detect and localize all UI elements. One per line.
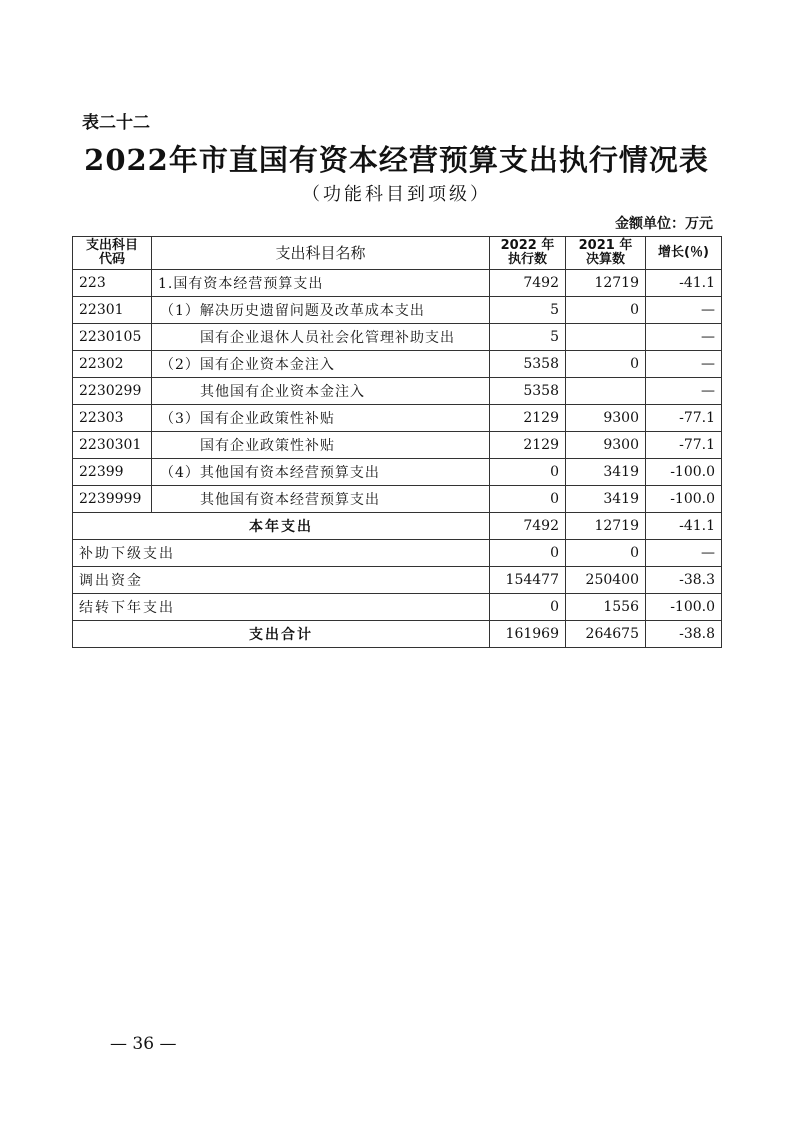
current-year-2022: 7492 [490,513,566,540]
table-row [73,486,722,513]
row-2021: 9300 [566,405,646,432]
other-2022: 0 [490,594,566,621]
page-subtitle: （功能科目到项级） [302,184,491,205]
row-code: 22303 [73,405,152,432]
current-year-2021: 12719 [566,513,646,540]
total-2022: 161969 [490,621,566,648]
table-row [73,297,722,324]
other-2022: 0 [490,540,566,567]
row-name: 国有企业退休人员社会化管理补助支出 [152,324,490,351]
table-row [73,432,722,459]
header-code-line1: 支出科目 [85,238,138,253]
row-name: 其他国有资本经营预算支出 [152,486,490,513]
row-2022: 2129 [490,405,566,432]
other-2022: 154477 [490,567,566,594]
header-2022 [490,237,566,270]
expenditure-table [72,236,722,648]
current-year-label: 本年支出 [73,513,490,540]
table-row [73,459,722,486]
row-2022: 0 [490,486,566,513]
table-row [73,378,722,405]
current-year-row [73,513,722,540]
header-name: 支出科目名称 [152,237,490,270]
row-code: 223 [73,270,152,297]
table-header-row [73,237,722,270]
row-growth: -100.0 [646,486,722,513]
row-2022: 5358 [490,351,566,378]
header-2021 [566,237,646,270]
other-2021: 1556 [566,594,646,621]
row-2021: 3419 [566,459,646,486]
row-growth: -77.1 [646,432,722,459]
row-code: 2230105 [73,324,152,351]
row-2022: 5 [490,324,566,351]
other-2021: 250400 [566,567,646,594]
row-name: （3）国有企业政策性补贴 [152,405,490,432]
header-code-line2: 代码 [98,252,125,267]
table-row [73,324,722,351]
table-number-label: 表二十二 [82,113,150,133]
other-growth: -38.3 [646,567,722,594]
row-2021: 3419 [566,486,646,513]
other-row [73,594,722,621]
header-2022-line1: 2022 年 [500,238,555,253]
row-2022: 5358 [490,378,566,405]
row-2021 [566,378,646,405]
other-label: 调出资金 [73,567,490,594]
total-growth: -38.8 [646,621,722,648]
row-code: 22302 [73,351,152,378]
page-number: — 36 — [110,1034,177,1054]
row-growth: — [646,378,722,405]
other-label: 补助下级支出 [73,540,490,567]
total-row [73,621,722,648]
row-2022: 7492 [490,270,566,297]
row-2021 [566,324,646,351]
row-code: 2230299 [73,378,152,405]
other-growth: -100.0 [646,594,722,621]
row-2022: 2129 [490,432,566,459]
other-2021: 0 [566,540,646,567]
current-year-growth: -41.1 [646,513,722,540]
row-growth: — [646,351,722,378]
row-name: （2）国有企业资本金注入 [152,351,490,378]
row-2021: 0 [566,297,646,324]
header-growth: 增长(％) [646,237,722,270]
row-2022: 5 [490,297,566,324]
other-row [73,567,722,594]
row-growth: -100.0 [646,459,722,486]
row-name: 1.国有资本经营预算支出 [152,270,490,297]
row-growth: — [646,297,722,324]
row-code: 22399 [73,459,152,486]
table-row [73,351,722,378]
other-row [73,540,722,567]
row-2021: 0 [566,351,646,378]
header-2021-line2: 决算数 [585,252,625,267]
row-name: 国有企业政策性补贴 [152,432,490,459]
amount-unit: 金额单位：万元 [615,216,713,232]
other-label: 结转下年支出 [73,594,490,621]
row-code: 2239999 [73,486,152,513]
row-name: 其他国有企业资本金注入 [152,378,490,405]
total-label: 支出合计 [73,621,490,648]
header-2021-line1: 2021 年 [578,238,633,253]
header-code [73,237,152,270]
row-name: （4）其他国有资本经营预算支出 [152,459,490,486]
row-2022: 0 [490,459,566,486]
row-growth: -77.1 [646,405,722,432]
row-2021: 12719 [566,270,646,297]
row-name: （1）解决历史遗留问题及改革成本支出 [152,297,490,324]
row-code: 2230301 [73,432,152,459]
table-row [73,405,722,432]
total-2021: 264675 [566,621,646,648]
row-2021: 9300 [566,432,646,459]
other-growth: — [646,540,722,567]
table-row [73,270,722,297]
row-growth: — [646,324,722,351]
header-2022-line2: 执行数 [507,252,547,267]
page-title: 2022年市直国有资本经营预算支出执行情况表 [84,143,709,177]
row-code: 22301 [73,297,152,324]
row-growth: -41.1 [646,270,722,297]
